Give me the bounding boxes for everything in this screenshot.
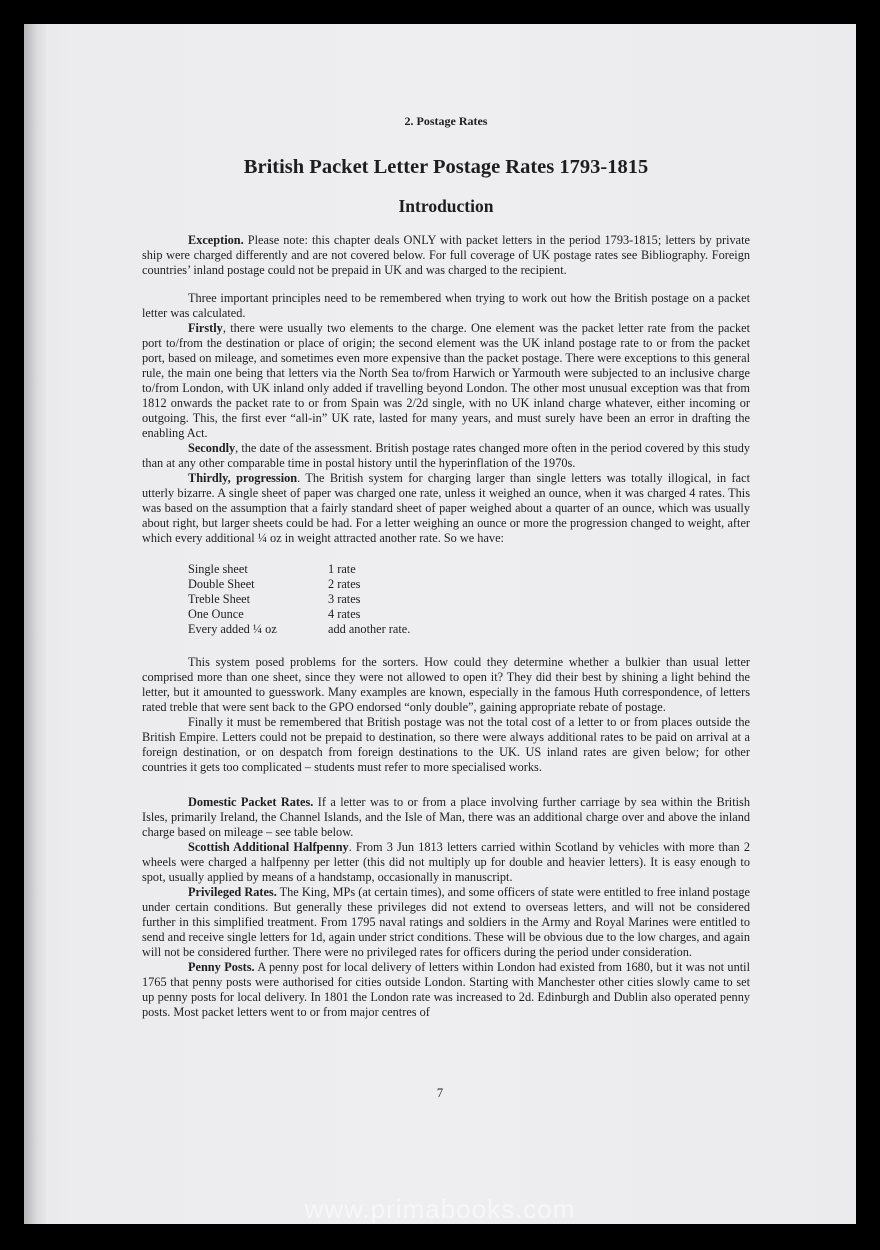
paragraph-text: The King, MPs (at certain times), and some officers of state were entitled to free inland postage under certain conditions. But generally these privileges did not extend to overseas letters, and will not be considered further in this simplified treatment. From 1795 naval ratings and soldiers in the Army and Royal Marines were entitled to send and receive single letters for 1d, again under strict conditions. These will be obvious due to the low charges, and again will not be considered further. There were no privileged rates for officers during the period under consideration. (142, 885, 750, 959)
paragraph-lead: Exception. (188, 233, 244, 247)
rate-value: 3 rates (328, 592, 361, 606)
paragraph-lead: Penny Posts. (188, 960, 255, 974)
paragraph-text: If a letter was to or from a place involving further carriage by sea within the British Isles, primarily Ireland, the Channel Islands, and the Isle of Man, there was an additional charge over and above the inland charge based on mileage – see table below. (142, 795, 750, 839)
section-title: Introduction (398, 196, 494, 216)
paragraph-principles: Three important principles need to be remembered when trying to work out how the British postage on a packet letter was calculated. (142, 291, 750, 320)
rate-value: add another rate. (328, 622, 411, 636)
paragraph-lead: Firstly (188, 321, 223, 335)
rate-label: Every added ¼ oz (188, 622, 277, 636)
paragraph-finally: Finally it must be remembered that British postage was not the total cost of a letter to or from places outside the British Empire. Letters could not be prepaid to destination, so there were always additional rates to be paid on arrival at a foreign destination, or on despatch from foreign destinations to the UK. US inland rates are given below; for other countries it gets too complicated – students must refer to more specialised works. (142, 715, 750, 774)
paragraph-text: . The British system for charging larger than single letters was totally illogical, in fact utterly bizarre. A single sheet of paper was charged one rate, unless it weighed an ounce, when it was charged 4 rates. This was based on the assumption that a fairly standard sheet of paper weighed about a quarter of an ounce, which was usually about right, but larger sheets could be had. For a letter weighing an ounce or more the progression changed to weight, after which every additional ¼ oz in weight attracted another rate. So we have: (142, 471, 750, 545)
paragraph-privileged (142, 885, 750, 960)
rate-row (188, 622, 750, 637)
paragraph-scottish (142, 840, 750, 885)
rate-label: One Ounce (188, 607, 244, 621)
paragraph-text: . From 3 Jun 1813 letters carried within Scotland by vehicles with more than 2 wheels were charged a halfpenny per letter (this did not multiply up for double and heavier letters). It is easy enough to spot, usually applied by means of a handstamp, occasionally in manuscript. (142, 840, 750, 884)
rate-value: 4 rates (328, 607, 361, 621)
rate-row (188, 607, 750, 622)
rates-list (188, 562, 750, 637)
rate-row (188, 592, 750, 607)
rate-row (188, 562, 750, 577)
rate-label: Treble Sheet (188, 592, 251, 606)
page-number: 7 (436, 1086, 444, 1100)
rate-value: 2 rates (328, 577, 361, 591)
paragraph-domestic-packet (142, 795, 750, 840)
rate-label: Double Sheet (188, 577, 255, 591)
paragraph-text: Please note: this chapter deals ONLY with packet letters in the period 1793-1815; letters by private ship were charged differently and are not covered below. For full coverage of UK postage rates see Bibliography. Foreign countries’ inland postage could not be prepaid in UK and was charged to the recipient. (142, 233, 750, 277)
rate-label: Single sheet (188, 562, 248, 576)
page-content (142, 114, 750, 1020)
paragraph-text: A penny post for local delivery of letters within London had existed from 1680, but it was not until 1765 that penny posts were authorised for cities outside London. Starting with Manchester other cities slowly came to set up penny posts for local delivery. In 1801 the London rate was increased to 2d. Edinburgh and Dublin also operated penny posts. Most packet letters went to or from major centres of (142, 960, 750, 1019)
paragraph-secondly (142, 441, 750, 471)
paragraph-lead: Thirdly, progression (188, 471, 298, 485)
paragraph-exception (142, 233, 750, 278)
paragraph-lead: Scottish Additional Halfpenny (188, 840, 349, 854)
paragraph-firstly (142, 321, 750, 441)
paragraph-sorters: This system posed problems for the sorters. How could they determine whether a bulkier than usual letter comprised more than one sheet, since they were not allowed to open it? They did their best by shining a light behind the letter, but it amounted to guesswork. Many examples are known, especially in the famous Huth correspondence, of letters rated treble that were sent back to the GPO endorsed “only double”, gaining appropriate rebate of postage. (142, 655, 750, 714)
page-edge-shadow (24, 24, 46, 1224)
page-title: British Packet Letter Postage Rates 1793-1815 (243, 156, 649, 178)
paragraph-lead: Domestic Packet Rates. (188, 795, 314, 809)
watermark: www.primabooks.com (304, 1194, 576, 1224)
chapter-heading: 2. Postage Rates (404, 114, 488, 128)
paragraph-penny-posts (142, 960, 750, 1020)
rate-row (188, 577, 750, 592)
paragraph-lead: Secondly (188, 441, 236, 455)
paragraph-lead: Privileged Rates. (188, 885, 277, 899)
paragraph-thirdly (142, 471, 750, 546)
rate-value: 1 rate (328, 562, 356, 576)
paragraph-text: , the date of the assessment. British postage rates changed more often in the period covered by this study than at any other comparable time in postal history until the hyperinflation of the 1970s. (142, 441, 750, 470)
book-page-photo (24, 24, 856, 1224)
paragraph-text: , there were usually two elements to the charge. One element was the packet letter rate from the packet port to/from the destination or place of origin; the second element was the UK inland postage rate to or from the packet port, based on mileage, and sometimes even more expensive than the packet postage. There were exceptions to this general rule, the main one being that letters via the North Sea to/from Harwich or Yarmouth were subjected to an inclusive charge to/from London, with UK inland only added if travelling beyond London. The other most unusual exception was that from 1812 onwards the packet rate to or from Spain was 2/2d single, with no UK inland charge whatever, either incoming or outgoing. This, the first ever “all-in” UK rate, lasted for many years, and must surely have been an error in drafting the enabling Act. (142, 321, 750, 440)
